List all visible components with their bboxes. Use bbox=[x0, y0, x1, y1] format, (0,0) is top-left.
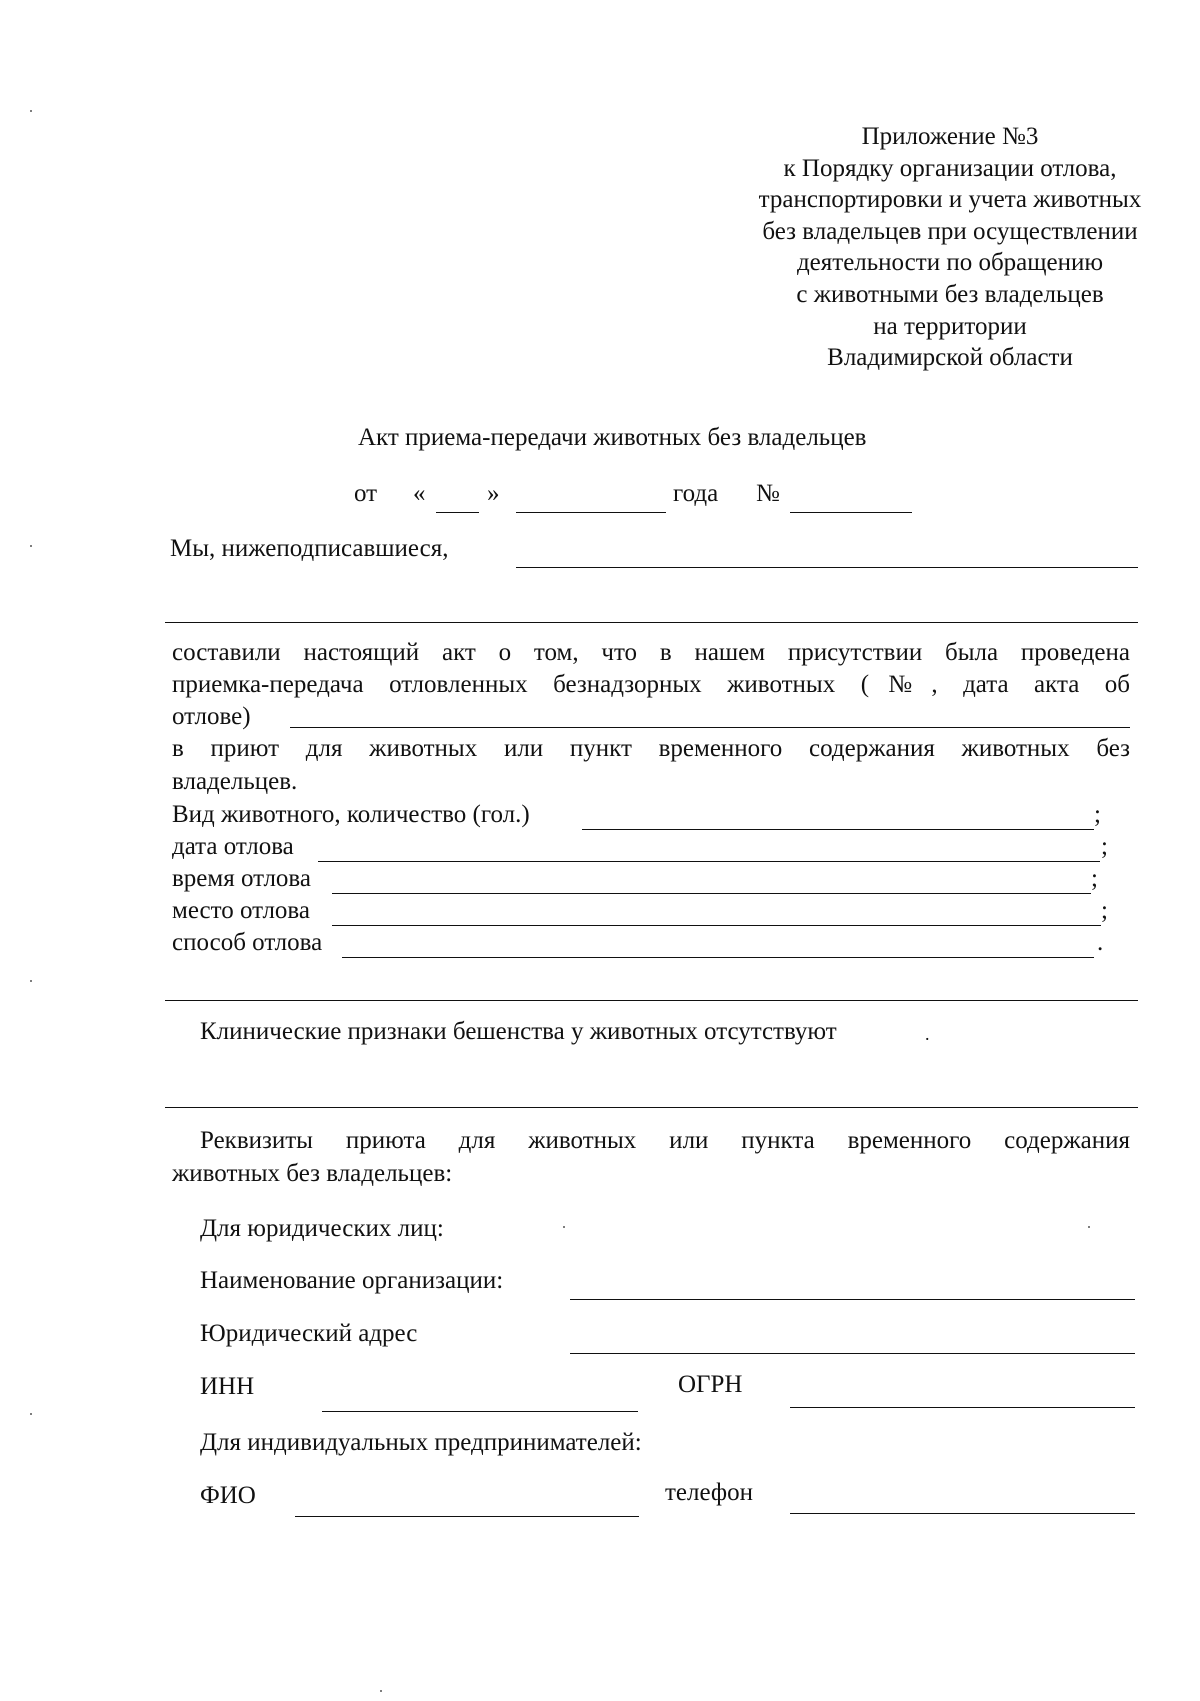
appendix-header bbox=[700, 121, 1200, 374]
capture-act-field[interactable] bbox=[290, 727, 1130, 728]
header-line: с животными без владельцев bbox=[796, 280, 1104, 308]
field-end: . bbox=[1097, 929, 1104, 956]
org-name-label: Наименование организации: bbox=[200, 1267, 504, 1294]
requisites-intro-line: животных без владельцев: bbox=[172, 1160, 453, 1187]
rabies-statement: Клинические признаки бешенства у животных отсутствуют bbox=[200, 1018, 837, 1045]
inn-label: ИНН bbox=[200, 1373, 255, 1400]
header-line: Владимирской области bbox=[827, 344, 1073, 372]
header-line: на территории bbox=[873, 312, 1027, 340]
month-field[interactable] bbox=[516, 512, 666, 513]
header-line: без владельцев при осуществлении bbox=[762, 217, 1138, 245]
scan-speck bbox=[380, 1690, 382, 1692]
capture-place-field[interactable] bbox=[332, 925, 1101, 926]
ogrn-label: ОГРН bbox=[678, 1371, 743, 1398]
capture-time-label: время отлова bbox=[172, 865, 311, 892]
paragraph-line: составили настоящий акт о том, что в нашем присутствии была проведена bbox=[172, 639, 1130, 666]
org-name-field[interactable] bbox=[570, 1299, 1135, 1300]
header-line: деятельности по обращению bbox=[796, 249, 1104, 277]
number-sign: № bbox=[756, 480, 780, 507]
quote-open: « bbox=[413, 480, 426, 507]
inn-field[interactable] bbox=[322, 1411, 638, 1412]
scan-speck bbox=[30, 545, 32, 547]
requisites-intro-line: Реквизиты приюта для животных или пункта временного содержания bbox=[200, 1127, 1130, 1154]
paragraph-line: в приют для животных или пункт временного содержания животных без bbox=[172, 735, 1130, 762]
quote-close: » bbox=[487, 480, 500, 507]
phone-field[interactable] bbox=[790, 1513, 1135, 1514]
fio-field[interactable] bbox=[295, 1516, 639, 1517]
capture-method-field[interactable] bbox=[342, 957, 1094, 958]
capture-date-field[interactable] bbox=[318, 861, 1100, 862]
field-end: ; bbox=[1101, 833, 1108, 860]
paragraph-line: отлове) bbox=[172, 703, 251, 730]
field-end: ; bbox=[1094, 801, 1101, 828]
header-line: к Порядку организации отлова, bbox=[783, 154, 1117, 182]
fio-label: ФИО bbox=[200, 1482, 256, 1509]
capture-time-field[interactable] bbox=[332, 893, 1091, 894]
act-title: Акт приема-передачи животных без владельцев bbox=[358, 424, 867, 451]
undersigned-field-continuation[interactable] bbox=[165, 622, 1138, 623]
phone-label: телефон bbox=[665, 1479, 753, 1506]
paragraph-line: владельцев. bbox=[172, 768, 298, 795]
divider-line[interactable] bbox=[165, 1107, 1138, 1108]
capture-method-label: способ отлова bbox=[172, 929, 323, 956]
ogrn-field[interactable] bbox=[790, 1407, 1135, 1408]
animal-type-label: Вид животного, количество (гол.) bbox=[172, 801, 530, 828]
divider-line[interactable] bbox=[165, 1000, 1138, 1001]
scan-speck bbox=[1088, 1226, 1090, 1228]
field-end: ; bbox=[1091, 865, 1098, 892]
we-undersigned-label: Мы, нижеподписавшиеся, bbox=[170, 535, 449, 562]
scan-speck bbox=[563, 1226, 565, 1228]
capture-place-label: место отлова bbox=[172, 897, 311, 924]
legal-address-label: Юридический адрес bbox=[200, 1320, 418, 1347]
header-line: транспортировки и учета животных bbox=[758, 186, 1142, 214]
day-field[interactable] bbox=[436, 512, 479, 513]
act-number-field[interactable] bbox=[790, 512, 912, 513]
animal-type-field[interactable] bbox=[582, 829, 1094, 830]
rabies-end: . bbox=[925, 1024, 930, 1044]
scan-speck bbox=[30, 980, 32, 982]
scan-speck bbox=[30, 110, 32, 112]
header-line: Приложение №3 bbox=[861, 123, 1039, 150]
capture-date-label: дата отлова bbox=[172, 833, 294, 860]
date-prefix: от bbox=[354, 480, 378, 507]
field-end: ; bbox=[1101, 897, 1108, 924]
scan-speck bbox=[30, 1413, 32, 1415]
entrepreneurs-heading: Для индивидуальных предпринимателей: bbox=[200, 1429, 642, 1456]
year-word: года bbox=[673, 480, 719, 507]
legal-entities-heading: Для юридических лиц: bbox=[200, 1215, 444, 1242]
legal-address-field[interactable] bbox=[570, 1353, 1135, 1354]
undersigned-field[interactable] bbox=[516, 567, 1138, 568]
paragraph-line: приемка-передача отловленных безнадзорных животных (№, дата акта об bbox=[172, 671, 1130, 698]
